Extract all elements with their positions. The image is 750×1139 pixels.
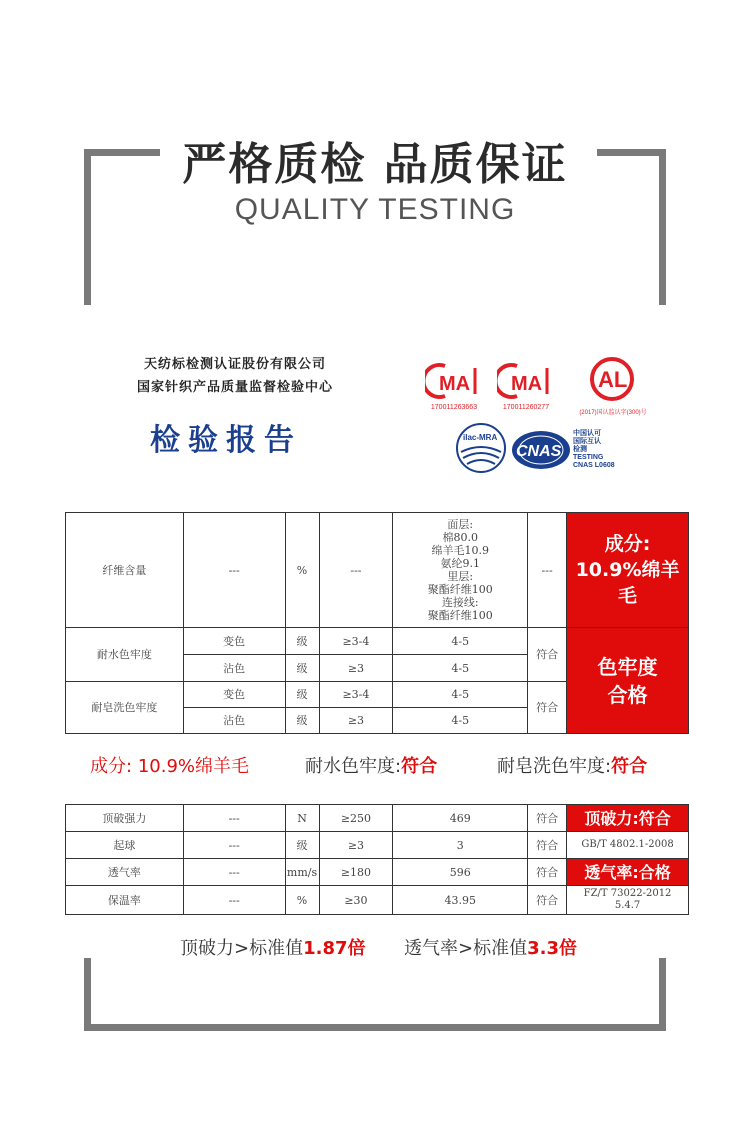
item-standard: ≥3: [319, 655, 393, 682]
summary-value: 符合: [401, 756, 438, 777]
item-name: 顶破强力: [66, 805, 184, 832]
item-unit: N: [285, 805, 319, 832]
summary-value: 10.9%绵羊毛: [137, 756, 249, 777]
item-judgement: 符合: [528, 886, 567, 915]
item-result: 4-5: [393, 682, 528, 708]
item-sub: 沾色: [183, 708, 285, 734]
cma-icon: [425, 362, 483, 400]
svg-text:MA: MA: [511, 373, 543, 395]
item-judgement: 符合: [528, 859, 567, 886]
cma-number-2: 170011260277: [502, 404, 550, 411]
item-judgement: 符合: [528, 628, 567, 682]
item-sub: ---: [183, 886, 285, 915]
result-line: 聚酯纤维100: [427, 609, 493, 622]
cma-icon: [497, 362, 555, 400]
result-line: 面层:: [447, 518, 474, 531]
cal-icon: [568, 355, 658, 403]
item-unit: 级: [285, 832, 319, 859]
svg-text:AL: AL: [598, 367, 628, 392]
color-fastness-badge: [567, 628, 689, 734]
summary-label: 耐水色牢度:: [305, 756, 402, 777]
org-name-line2: 国家针织产品质量监督检验中心: [136, 380, 333, 395]
item-unit: mm/s: [285, 859, 319, 886]
item-unit: 级: [285, 655, 319, 682]
summary-value: 符合: [611, 756, 648, 777]
cma-logo-1: [425, 362, 483, 414]
cal-number: (2017)国认监认字(300)号: [579, 410, 647, 416]
item-unit: 级: [285, 682, 319, 708]
item-sub: ---: [183, 859, 285, 886]
item-result: 469: [393, 805, 528, 832]
badge-line: 成分:: [604, 533, 651, 555]
summary-label: 耐皂洗色牢度:: [497, 756, 612, 777]
item-sub: ---: [183, 832, 285, 859]
item-result: 43.95: [393, 886, 528, 915]
item-result: 3: [393, 832, 528, 859]
result-line: 里层:: [447, 570, 474, 583]
item-standard: ≥250: [319, 805, 393, 832]
page-title: 严格质检 品质保证: [182, 139, 568, 190]
standard-ref: GB/T 4802.1-2008: [567, 832, 689, 859]
item-standard: ≥30: [319, 886, 393, 915]
item-sub: ---: [183, 805, 285, 832]
summary-soap-fastness: [497, 752, 647, 778]
item-judgement: 符合: [528, 805, 567, 832]
item-result: 4-5: [393, 708, 528, 734]
composition-badge: [567, 513, 689, 628]
item-judgement: 符合: [528, 832, 567, 859]
cnas-info-line: 检测: [573, 446, 587, 453]
item-sub: ---: [183, 513, 285, 628]
standard-ref: FZ/T 73022-2012 5.4.7: [567, 886, 689, 915]
table-row: [66, 628, 689, 655]
summary-burst-ratio: [180, 934, 366, 960]
cnas-info: [573, 430, 633, 470]
cnas-info-line: CNAS L0608: [573, 462, 615, 469]
item-sub: 沾色: [183, 655, 285, 682]
report-title: 检验报告: [150, 423, 302, 458]
badge-line: 色牢度: [597, 654, 658, 679]
cnas-logo: [510, 428, 572, 472]
table-row: [66, 886, 689, 915]
cnas-info-line: 国际互认: [573, 438, 601, 445]
item-judgement: 符合: [528, 682, 567, 734]
page-subtitle: QUALITY TESTING: [234, 193, 516, 226]
ilac-mra-logo: [455, 422, 507, 474]
test-table-1: [65, 512, 689, 734]
item-unit: %: [285, 513, 319, 628]
item-sub: 变色: [183, 682, 285, 708]
item-standard: ≥3: [319, 708, 393, 734]
frame-bottom-h: [84, 1024, 666, 1031]
item-result: 4-5: [393, 655, 528, 682]
item-result: 4-5: [393, 628, 528, 655]
summary-value: 3.3倍: [527, 938, 577, 959]
summary-air-ratio: [404, 934, 577, 960]
result-line: 连接线:: [441, 596, 479, 609]
summary-label: 透气率>标准值: [404, 938, 528, 959]
summary-label: 顶破力>标准值: [180, 938, 304, 959]
result-line: 棉80.0: [442, 531, 478, 544]
table-row: [66, 805, 689, 832]
item-standard: ≥3-4: [319, 682, 393, 708]
badge-line: 合格: [607, 682, 648, 707]
cnas-icon: [510, 428, 572, 472]
item-name: 保温率: [66, 886, 184, 915]
result-line: 绵羊毛10.9: [431, 544, 489, 557]
org-name-line1: 天纺标检测认证股份有限公司: [143, 357, 326, 372]
item-unit: %: [285, 886, 319, 915]
item-unit: 级: [285, 628, 319, 655]
table-row: [66, 832, 689, 859]
svg-text:ilac-MRA: ilac-MRA: [463, 433, 498, 442]
cal-logo: [568, 355, 658, 415]
item-name: 起球: [66, 832, 184, 859]
item-result: [393, 513, 528, 628]
cma-number-1: 170011263663: [430, 404, 478, 411]
burst-strength-badge: 顶破力:符合: [567, 805, 689, 832]
badge-line: 10.9%绵羊毛: [575, 559, 680, 607]
summary-label: 成分:: [90, 756, 133, 777]
table-row: [66, 859, 689, 886]
item-name: 耐水色牢度: [66, 628, 184, 682]
item-judgement: ---: [528, 513, 567, 628]
frame-bottom-left-v: [84, 958, 91, 1031]
cnas-info-line: 中国认可: [573, 430, 601, 437]
item-name: 纤维含量: [66, 513, 184, 628]
item-standard: ≥3: [319, 832, 393, 859]
item-result: 596: [393, 859, 528, 886]
svg-text:CNAS: CNAS: [516, 443, 562, 460]
item-name: 透气率: [66, 859, 184, 886]
ilac-mra-icon: [455, 422, 507, 474]
table-row: [66, 513, 689, 628]
result-line: 聚酯纤维100: [427, 583, 493, 596]
item-standard: ≥3-4: [319, 628, 393, 655]
summary-water-fastness: [305, 752, 437, 778]
result-line: 氨纶9.1: [440, 557, 480, 570]
summary-composition: [90, 752, 249, 778]
item-standard: ≥180: [319, 859, 393, 886]
frame-bottom-right-v: [659, 958, 666, 1031]
summary-value: 1.87倍: [303, 938, 366, 959]
cma-logo-2: [497, 362, 555, 414]
item-standard: ---: [319, 513, 393, 628]
cnas-info-line: TESTING: [573, 454, 604, 461]
svg-text:MA: MA: [439, 373, 471, 395]
item-sub: 变色: [183, 628, 285, 655]
item-unit: 级: [285, 708, 319, 734]
test-table-2: [65, 804, 689, 915]
air-permeability-badge: 透气率:合格: [567, 859, 689, 886]
item-name: 耐皂洗色牢度: [66, 682, 184, 734]
